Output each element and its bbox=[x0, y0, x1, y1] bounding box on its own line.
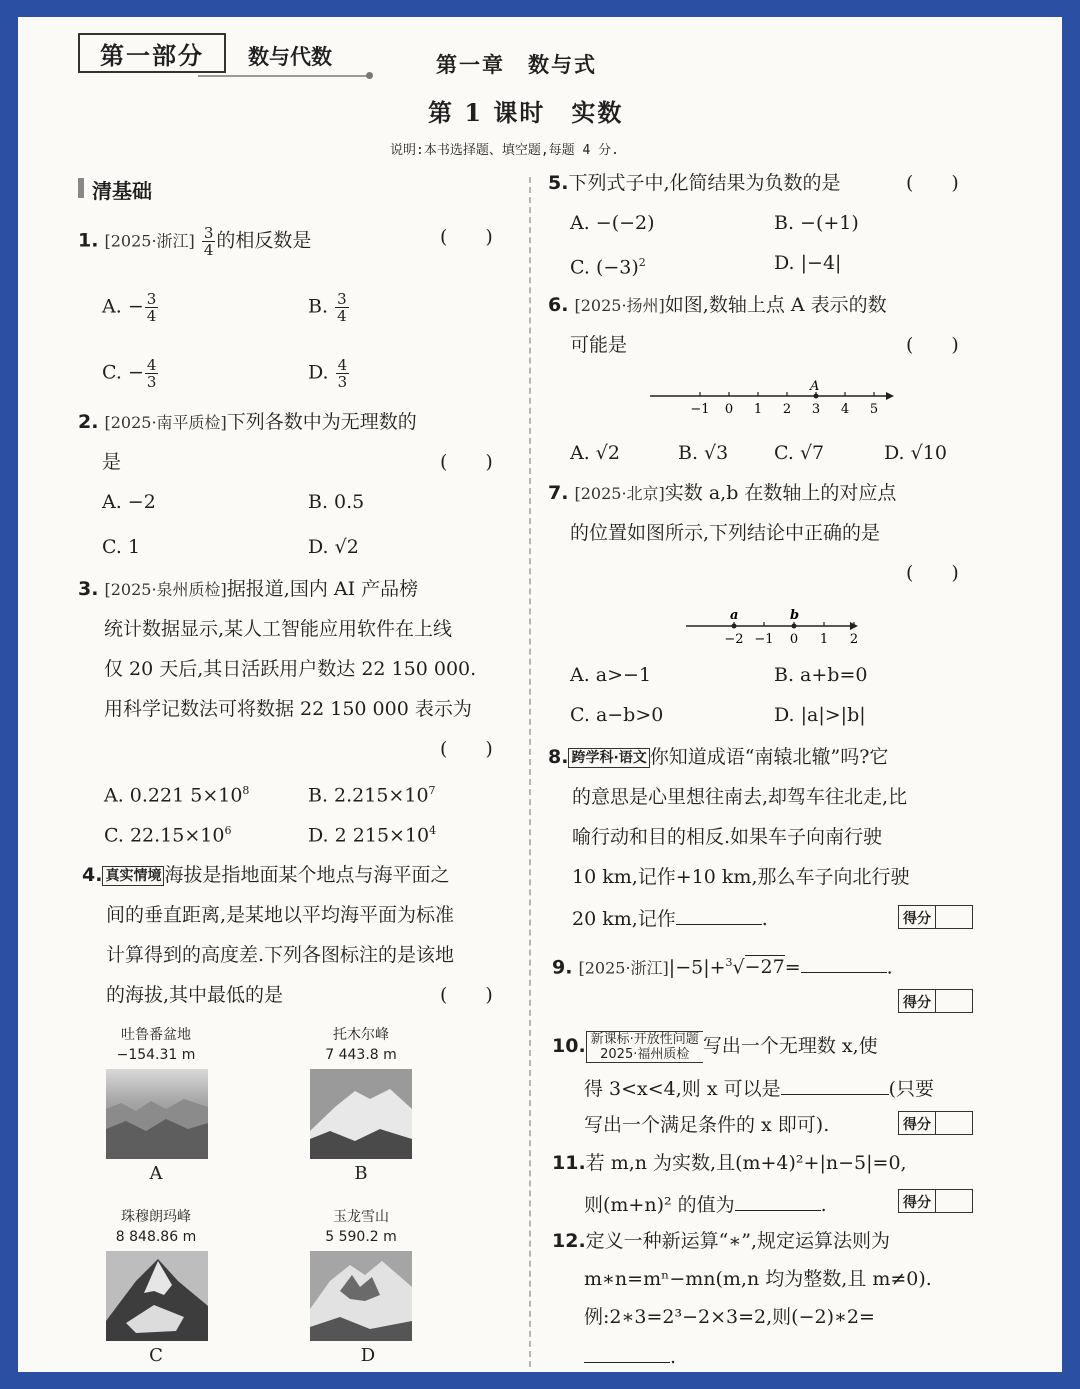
q3-line-3: 仅 20 天后,其日活跃用户数达 22 150 000. bbox=[104, 658, 477, 680]
question-10: 10. 新课标·开放性问题 2025·福州质检 写出一个无理数 x,使 bbox=[552, 1032, 878, 1062]
q4-line-4: 的海拔,其中最低的是 bbox=[106, 984, 284, 1006]
answer-paren: ( ) bbox=[440, 226, 493, 248]
q12-line-2: m∗n=mⁿ−mn(m,n 均为整数,且 m≠0). bbox=[584, 1268, 932, 1290]
answer-paren: ( ) bbox=[906, 172, 959, 194]
mountain-b-photo bbox=[310, 1069, 412, 1159]
axis-tick-label: 0 bbox=[789, 632, 799, 647]
point-a-label: a bbox=[730, 608, 739, 623]
header-dot bbox=[366, 72, 373, 79]
q1-option-d: D. $\frac{4}{3}$ bbox=[308, 356, 348, 391]
question-7: 7. [2025·北京]实数 a,b 在数轴上的对应点 bbox=[548, 482, 897, 504]
q3-line-4: 用科学记数法可将数据 22 150 000 表示为 bbox=[104, 698, 472, 720]
column-divider bbox=[529, 177, 531, 1367]
q6-line-2: 可能是 bbox=[570, 334, 628, 356]
fraction: $\frac{3}{4}$ bbox=[203, 224, 214, 259]
q2-option-c: C. 1 bbox=[102, 536, 141, 558]
context-tag: 跨学科·语文 bbox=[568, 748, 649, 768]
everest-photo bbox=[106, 1251, 208, 1341]
axis-tick-label: 5 bbox=[869, 402, 879, 417]
question-12: 12.定义一种新运算“∗”,规定运算法则为 bbox=[552, 1230, 891, 1252]
q2-option-b: B. 0.5 bbox=[308, 491, 365, 513]
image-d-caption: 玉龙雪山 5 590.2 m bbox=[325, 1209, 397, 1245]
question-5: 5.下列式子中,化简结果为负数的是 bbox=[548, 172, 841, 194]
axis-tick-label: −1 bbox=[690, 402, 710, 417]
image-d-letter: D bbox=[360, 1345, 376, 1366]
q8-line-4: 10 km,记作+10 km,那么车子向北行驶 bbox=[572, 866, 910, 888]
answer-paren: ( ) bbox=[906, 562, 959, 584]
q8-line-2: 的意思是心里想往南去,却驾车往北走,比 bbox=[572, 786, 908, 808]
q6-option-b: B. √3 bbox=[678, 442, 729, 464]
point-b-marker bbox=[792, 624, 797, 629]
question-1 bbox=[78, 225, 311, 258]
context-tag: 新课标·开放性问题 2025·福州质检 bbox=[586, 1031, 703, 1063]
axis-tick-label: −1 bbox=[754, 632, 774, 647]
q1-option-b: B. $\frac{3}{4}$ bbox=[308, 290, 347, 325]
point-a-marker bbox=[814, 394, 819, 399]
q2-option-d: D. √2 bbox=[308, 536, 359, 558]
q5-option-b: B. −(+1) bbox=[774, 212, 859, 234]
section-title: 清基础 bbox=[78, 175, 152, 204]
q3-option-a: A. 0.221 $5\times 10^8$ bbox=[104, 784, 250, 807]
scoring-note: 说明:本书选择题、填空题,每题 4 分. bbox=[390, 143, 619, 158]
answer-blank[interactable] bbox=[584, 1343, 670, 1363]
q1-option-a: A. − $\frac{3}{4}$ bbox=[102, 290, 157, 325]
q12-line-4: . bbox=[584, 1343, 676, 1369]
q6-option-c: C. √7 bbox=[774, 442, 825, 464]
q7-option-d: D. |a|>|b| bbox=[774, 704, 866, 726]
q3-line-2: 统计数据显示,某人工智能应用软件在上线 bbox=[104, 618, 453, 640]
axis-tick-label: 2 bbox=[782, 402, 792, 417]
q7-option-c: C. a−b>0 bbox=[570, 704, 664, 726]
q8-line-3: 喻行动和目的相反.如果车子向南行驶 bbox=[572, 826, 883, 848]
answer-paren: ( ) bbox=[440, 738, 493, 760]
axis-tick-label: 4 bbox=[840, 402, 850, 417]
question-4: 4. 真实情境 海拔是指地面某个地点与海平面之 bbox=[82, 864, 450, 886]
q1-option-c: C. − $\frac{4}{3}$ bbox=[102, 356, 157, 391]
question-9: 9. [2025·浙江]|−5|+$^3$√−27= . bbox=[552, 951, 893, 980]
image-a-caption: 吐鲁番盆地 −154.31 m bbox=[116, 1027, 196, 1063]
answer-blank[interactable] bbox=[801, 953, 887, 973]
q8-line-5: 20 km,记作 . bbox=[572, 905, 768, 931]
q10-line-2: 得 3<x<4,则 x 可以是 (只要 bbox=[584, 1075, 934, 1101]
score-box[interactable]: 得分 bbox=[898, 1111, 973, 1135]
part-label: 第一部分 bbox=[78, 33, 226, 73]
mountain-d-photo bbox=[310, 1251, 412, 1341]
question-text: 的相反数是 bbox=[216, 229, 312, 252]
score-box[interactable]: 得分 bbox=[898, 1189, 973, 1213]
basin-photo bbox=[106, 1069, 208, 1159]
number-line-7 bbox=[682, 603, 872, 649]
part-name: 数与代数 bbox=[248, 45, 332, 69]
answer-blank[interactable] bbox=[735, 1191, 821, 1211]
q5-option-c: C. $(-3)^2$ bbox=[570, 256, 646, 279]
q2-option-a: A. −2 bbox=[102, 491, 156, 513]
image-c-caption: 珠穆朗玛峰 8 848.86 m bbox=[115, 1209, 197, 1245]
q4-line-2: 间的垂直距离,是某地以平均海平面为标准 bbox=[106, 904, 455, 926]
question-3: 3. [2025·泉州质检]据报道,国内 AI 产品榜 bbox=[78, 578, 419, 600]
q3-option-c: C. $22.15\times 10^6$ bbox=[104, 824, 232, 847]
axis-tick-label: 2 bbox=[849, 632, 859, 647]
answer-paren: ( ) bbox=[906, 334, 959, 356]
q3-option-b: B. $2.215\times 10^7$ bbox=[308, 784, 436, 807]
question-2: 2. [2025·南平质检]下列各数中为无理数的 bbox=[78, 411, 417, 433]
q7-option-a: A. a>−1 bbox=[570, 664, 652, 686]
image-b-caption: 托木尔峰 7 443.8 m bbox=[325, 1027, 397, 1063]
question-2-cont: 是 bbox=[102, 451, 122, 473]
q12-line-3: 例:2∗3=2³−2×3=2,则(−2)∗2= bbox=[584, 1306, 875, 1328]
axis-tick-label: 1 bbox=[753, 402, 763, 417]
q4-line-3: 计算得到的高度差.下列各图标注的是该地 bbox=[106, 944, 455, 966]
axis-tick-label: 0 bbox=[724, 402, 734, 417]
number-line-6 bbox=[646, 373, 896, 419]
image-b-letter: B bbox=[354, 1163, 368, 1184]
point-a-label: A bbox=[810, 379, 820, 394]
score-box[interactable]: 得分 bbox=[898, 989, 973, 1013]
q6-option-a: A. √2 bbox=[570, 442, 620, 464]
question-number: 1. bbox=[78, 229, 99, 252]
q3-option-d: D. 2 $215\times 10^4$ bbox=[308, 824, 437, 847]
answer-blank[interactable] bbox=[781, 1075, 889, 1095]
question-6: 6. [2025·扬州]如图,数轴上点 A 表示的数 bbox=[548, 294, 887, 316]
axis-tick-label: 1 bbox=[819, 632, 829, 647]
image-c-letter: C bbox=[149, 1345, 163, 1366]
q7-line-2: 的位置如图所示,下列结论中正确的是 bbox=[570, 522, 881, 544]
score-box[interactable]: 得分 bbox=[898, 905, 973, 929]
point-b-label: b bbox=[790, 608, 800, 623]
answer-blank[interactable] bbox=[676, 905, 762, 925]
lesson-title: 第 1 课时 实数 bbox=[428, 98, 624, 127]
q6-option-d: D. √10 bbox=[884, 442, 947, 464]
q5-option-a: A. −(−2) bbox=[570, 212, 655, 234]
question-source: [2025·浙江] bbox=[104, 231, 195, 251]
answer-paren: ( ) bbox=[440, 451, 493, 473]
q10-line-3: 写出一个满足条件的 x 即可). bbox=[584, 1114, 830, 1136]
question-11: 11.若 m,n 为实数,且(m+4)²+|n−5|=0, bbox=[552, 1152, 907, 1174]
image-a-letter: A bbox=[149, 1163, 163, 1184]
question-8: 8. 跨学科·语文 你知道成语“南辕北辙”吗?它 bbox=[548, 746, 889, 768]
answer-paren: ( ) bbox=[440, 984, 493, 1006]
worksheet-page bbox=[18, 17, 1062, 1372]
q5-option-d: D. |−4| bbox=[774, 252, 842, 274]
q7-option-b: B. a+b=0 bbox=[774, 664, 868, 686]
q11-line-2: 则(m+n)² 的值为 . bbox=[584, 1191, 827, 1217]
chapter-title: 第一章 数与式 bbox=[436, 53, 597, 77]
axis-tick-label: 3 bbox=[811, 402, 821, 417]
header-underline bbox=[198, 75, 370, 77]
axis-tick-label: −2 bbox=[724, 632, 744, 647]
point-a-marker bbox=[732, 624, 737, 629]
context-tag: 真实情境 bbox=[102, 866, 164, 886]
